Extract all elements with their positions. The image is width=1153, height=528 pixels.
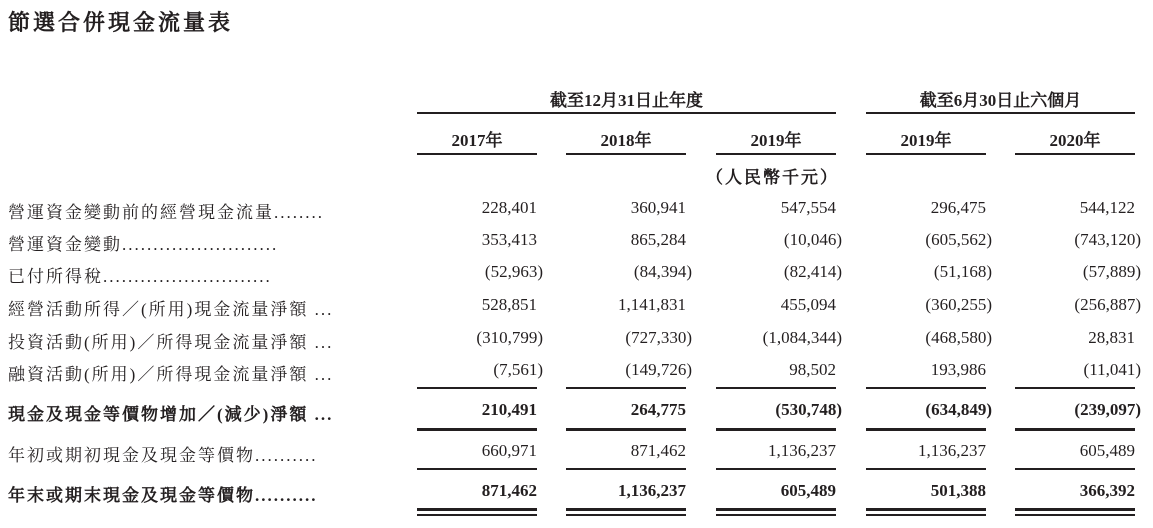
cell-value: (82,414) bbox=[783, 262, 842, 281]
row-label: 經營活動所得／(所用)現金流量淨額 ... bbox=[8, 300, 334, 319]
cell-value: 501,388 bbox=[930, 481, 986, 500]
cell-value: 1,136,237 bbox=[618, 481, 686, 500]
cell-value: 547,554 bbox=[780, 198, 836, 217]
table-rule bbox=[1015, 387, 1135, 389]
table-rule bbox=[1015, 508, 1135, 511]
table-rule bbox=[866, 387, 986, 389]
year-underline bbox=[1015, 153, 1135, 155]
cell-value: 296,475 bbox=[930, 198, 986, 217]
table-rule bbox=[716, 508, 836, 511]
cell-value: 660,971 bbox=[481, 441, 537, 460]
row-label: 現金及現金等價物增加／(減少)淨額 ... bbox=[8, 405, 334, 424]
cell-value: (57,889) bbox=[1082, 262, 1141, 281]
cell-value: (84,394) bbox=[633, 262, 692, 281]
cell-value: (10,046) bbox=[783, 230, 842, 249]
cell-value: 1,136,237 bbox=[768, 441, 836, 460]
cell-value: (256,887) bbox=[1074, 295, 1141, 314]
table-rule bbox=[1015, 428, 1135, 431]
header-divider bbox=[417, 112, 836, 114]
table-rule bbox=[417, 514, 537, 516]
table-rule bbox=[566, 468, 686, 470]
cell-value: 1,136,237 bbox=[918, 441, 986, 460]
year-underline bbox=[417, 153, 537, 155]
year-header: 2019年 bbox=[900, 131, 952, 150]
table-rule bbox=[866, 468, 986, 470]
cell-value: (51,168) bbox=[933, 262, 992, 281]
cell-value: 544,122 bbox=[1079, 198, 1135, 217]
table-rule bbox=[417, 468, 537, 470]
cell-value: 455,094 bbox=[780, 295, 836, 314]
cell-value: 28,831 bbox=[1088, 328, 1135, 347]
cell-value: (52,963) bbox=[484, 262, 543, 281]
header-divider bbox=[866, 112, 1135, 114]
row-label: 投資活動(所用)／所得現金流量淨額 ... bbox=[8, 333, 334, 352]
cell-value: 366,392 bbox=[1079, 481, 1135, 500]
cell-value: 1,141,831 bbox=[618, 295, 686, 314]
year-header: 2020年 bbox=[1049, 131, 1101, 150]
cell-value: 360,941 bbox=[630, 198, 686, 217]
cell-value: (530,748) bbox=[775, 400, 842, 419]
cell-value: 210,491 bbox=[481, 400, 537, 419]
table-rule bbox=[566, 428, 686, 431]
year-header: 2019年 bbox=[750, 131, 802, 150]
row-label: 已付所得稅........................... bbox=[8, 267, 272, 286]
cell-value: (310,799) bbox=[476, 328, 543, 347]
page-title: 節選合併現金流量表 bbox=[8, 10, 234, 35]
cell-value: (743,120) bbox=[1074, 230, 1141, 249]
row-label: 融資活動(所用)／所得現金流量淨額 ... bbox=[8, 365, 334, 384]
row-label: 年末或期末現金及現金等價物.......... bbox=[8, 486, 318, 505]
cell-value: 193,986 bbox=[930, 360, 986, 379]
cell-value: 871,462 bbox=[630, 441, 686, 460]
table-rule bbox=[716, 514, 836, 516]
currency-unit: （人民幣千元） bbox=[706, 168, 839, 187]
header-group-six-months: 截至6月30日止六個月 bbox=[919, 91, 1082, 110]
table-rule bbox=[566, 387, 686, 389]
row-label: 營運資金變動......................... bbox=[8, 235, 279, 254]
table-rule bbox=[417, 428, 537, 431]
cell-value: 98,502 bbox=[789, 360, 836, 379]
cell-value: 605,489 bbox=[1079, 441, 1135, 460]
cell-value: (11,041) bbox=[1083, 360, 1141, 379]
cell-value: (360,255) bbox=[925, 295, 992, 314]
table-rule bbox=[1015, 468, 1135, 470]
year-header: 2017年 bbox=[451, 131, 503, 150]
table-rule bbox=[566, 514, 686, 516]
year-underline bbox=[866, 153, 986, 155]
cell-value: (239,097) bbox=[1074, 400, 1141, 419]
table-rule bbox=[566, 508, 686, 511]
cell-value: 871,462 bbox=[481, 481, 537, 500]
table-rule bbox=[417, 508, 537, 511]
cell-value: (7,561) bbox=[493, 360, 543, 379]
cell-value: (149,726) bbox=[625, 360, 692, 379]
table-rule bbox=[716, 468, 836, 470]
year-underline bbox=[716, 153, 836, 155]
row-label: 營運資金變動前的經營現金流量........ bbox=[8, 203, 324, 222]
table-rule bbox=[716, 428, 836, 431]
table-rule bbox=[866, 514, 986, 516]
cell-value: 528,851 bbox=[481, 295, 537, 314]
row-label: 年初或期初現金及現金等價物.......... bbox=[8, 446, 318, 465]
cell-value: 605,489 bbox=[780, 481, 836, 500]
cell-value: (727,330) bbox=[625, 328, 692, 347]
cell-value: 865,284 bbox=[630, 230, 686, 249]
cell-value: (605,562) bbox=[925, 230, 992, 249]
cell-value: (468,580) bbox=[925, 328, 992, 347]
cell-value: 264,775 bbox=[630, 400, 686, 419]
cell-value: 228,401 bbox=[481, 198, 537, 217]
year-underline bbox=[566, 153, 686, 155]
year-header: 2018年 bbox=[600, 131, 652, 150]
table-rule bbox=[417, 387, 537, 389]
header-group-annual: 截至12月31日止年度 bbox=[550, 91, 703, 110]
table-rule bbox=[1015, 514, 1135, 516]
cell-value: 353,413 bbox=[481, 230, 537, 249]
table-rule bbox=[866, 428, 986, 431]
table-rule bbox=[716, 387, 836, 389]
cell-value: (634,849) bbox=[925, 400, 992, 419]
cell-value: (1,084,344) bbox=[762, 328, 842, 347]
table-rule bbox=[866, 508, 986, 511]
